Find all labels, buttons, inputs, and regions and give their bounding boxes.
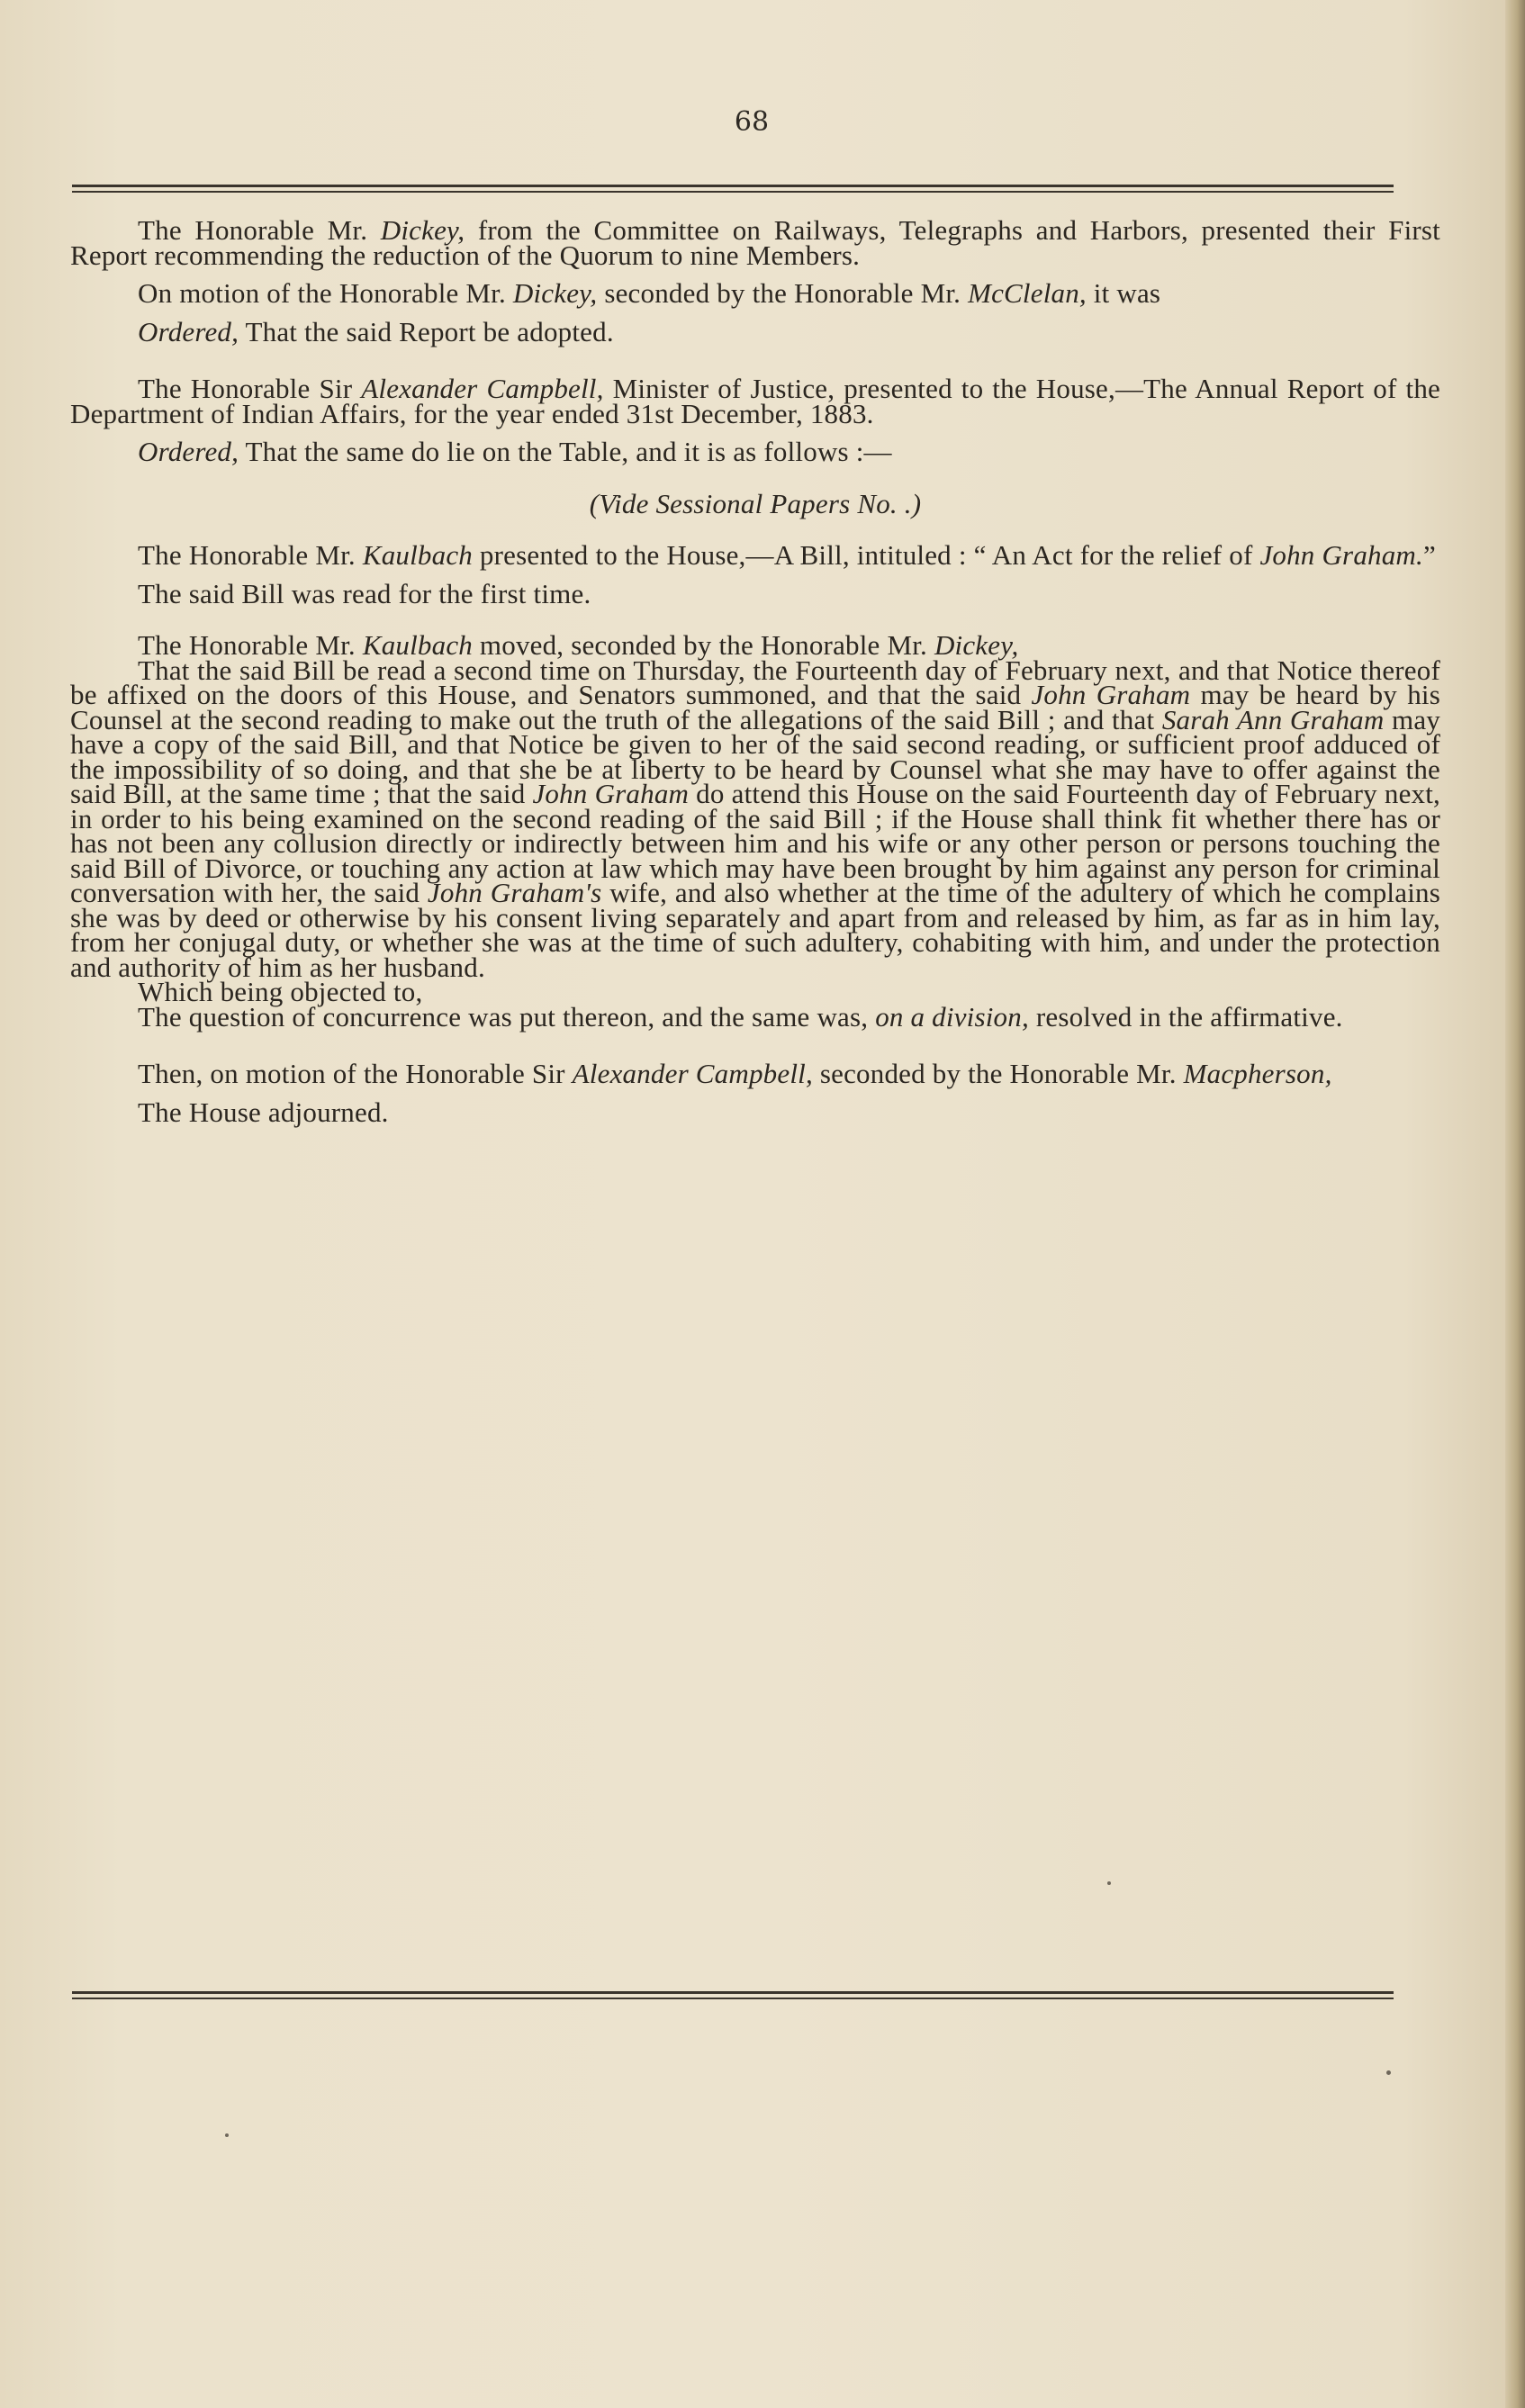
sessional-papers-reference (70, 487, 1440, 519)
paragraph-annual-report (70, 373, 1440, 429)
person-name: Dickey, (380, 214, 465, 246)
text-run: may be heard by his Counsel at the second reading to make out the truth of the allegations of the said Bill ; and that (70, 679, 1440, 735)
page-number: 68 (734, 106, 770, 138)
text-run: The House adjourned. (138, 1096, 389, 1128)
text-run: That the said Report be adopted. (239, 315, 614, 347)
bottom-double-rule (72, 1991, 1394, 2000)
person-name: Kaulbach (362, 539, 473, 571)
text-run: from the Committee on Railways, Telegraphs and Harbors, presented their First Report recommending the reduction of the Quorum to nine Members. (70, 214, 1440, 271)
text-run: On motion of the Honorable Mr. (138, 277, 513, 309)
text-run: ” (1422, 539, 1436, 571)
paper-speck (225, 2133, 229, 2137)
person-name: Alexander Campbell, (572, 1058, 813, 1089)
person-name: John Graham. (1259, 539, 1423, 571)
paragraph-committee-report (70, 214, 1440, 271)
top-double-rule (72, 185, 1394, 194)
person-name: McClelan, (968, 277, 1087, 309)
paper-speck (1107, 1881, 1111, 1885)
journal-text (70, 214, 1440, 1128)
text-run: That the same do lie on the Table, and it is as follows :— (239, 436, 892, 467)
text-run: Then, on motion of the Honorable Sir (138, 1058, 573, 1089)
paragraph-division (70, 1000, 1440, 1033)
text-run: The Honorable Mr. (138, 214, 381, 246)
text-run: Which being objected to, (138, 976, 423, 1007)
paragraph-ordered-adopted (70, 315, 1440, 347)
text-run: (Vide Sessional Papers No. .) (589, 487, 922, 519)
paper-speck (1386, 2070, 1391, 2075)
text-run: The Honorable Mr. (138, 629, 363, 661)
text-run: seconded by the Honorable Mr. (812, 1058, 1184, 1089)
person-name: Dickey, (934, 629, 1019, 661)
text-run: The question of concurrence was put thereon, and the same was, (138, 1000, 876, 1033)
person-name: Dickey, (512, 277, 598, 309)
division-phrase: on a division, (875, 1000, 1029, 1033)
person-name: Kaulbach (362, 629, 473, 661)
rule-line (72, 191, 1394, 193)
binding-edge (1505, 0, 1525, 2408)
paragraph-ordered-table (70, 436, 1440, 467)
ordered-label: Ordered, (138, 315, 239, 347)
text-run: wife, and also whether at the time of the adultery of which he complains she was by deed or otherwise by his consent living separately and apart from and released by him, as far as in him lay, from her conjugal duty, or whether she was at the time of such adultery, cohabiting with him, and under the protection and authority of him as her husband. (70, 877, 1440, 983)
text-run: presented to the House,—A Bill, intituled : “ An Act for the relief of (472, 539, 1260, 571)
person-name: Macpherson, (1183, 1058, 1332, 1089)
rule-line (72, 1991, 1394, 1994)
paragraph-motion (70, 277, 1440, 309)
text-run: may have a copy of the said Bill, and that Notice be given to her of the said second reading, or sufficient proof adduced of the impossibility of so doing, and that she be at liberty to be heard by Counsel what she may have to offer against the said Bill, at the same time ; that the said (70, 703, 1440, 809)
person-name: Alexander Campbell, (361, 373, 604, 404)
text-run: That the said Bill be read a second time on Thursday, the Fourteenth day of February next, and that Notice thereof be affixed on the doors of this House, and Senators summoned, and that the said (70, 654, 1440, 710)
text-run: The Honorable Sir (138, 373, 362, 404)
text-run: seconded by the Honorable Mr. (597, 277, 969, 309)
ordered-label: Ordered, (138, 436, 239, 467)
text-run: resolved in the affirmative. (1028, 1000, 1343, 1033)
text-run: Minister of Justice, presented to the House,—The Annual Report of the Department of Indian Affairs, for the year ended 31st December, 1883. (70, 373, 1440, 429)
text-run: it was (1086, 277, 1161, 309)
text-run: do attend this House on the said Fourteenth day of February next, in order to his being examined on the second reading of the said Bill ; if the House shall think fit whether there has or has not been any collusion directly or indirectly between him and his wife or any other person or persons touching the said Bill of Divorce, or touching any action at law which may have been brought by him against any person for criminal conversation with her, the said (70, 778, 1440, 908)
paragraph-adjourned (70, 1096, 1440, 1128)
rule-line (72, 1998, 1394, 1999)
person-name: John Graham (1031, 679, 1191, 710)
text-run: The said Bill was read for the first time. (138, 577, 591, 609)
person-name: John Graham's (427, 877, 602, 908)
paragraph-adjourn-motion (70, 1058, 1440, 1089)
rule-line (72, 185, 1394, 187)
text-run: The Honorable Mr. (138, 539, 363, 571)
paragraph-bill-presented (70, 539, 1440, 571)
person-name: John Graham (532, 778, 690, 809)
paragraph-second-reading-motion (70, 654, 1440, 983)
text-run: moved, seconded by the Honorable Mr. (472, 629, 934, 661)
person-name: Sarah Ann Graham (1161, 703, 1385, 735)
paragraph-first-reading (70, 577, 1440, 609)
